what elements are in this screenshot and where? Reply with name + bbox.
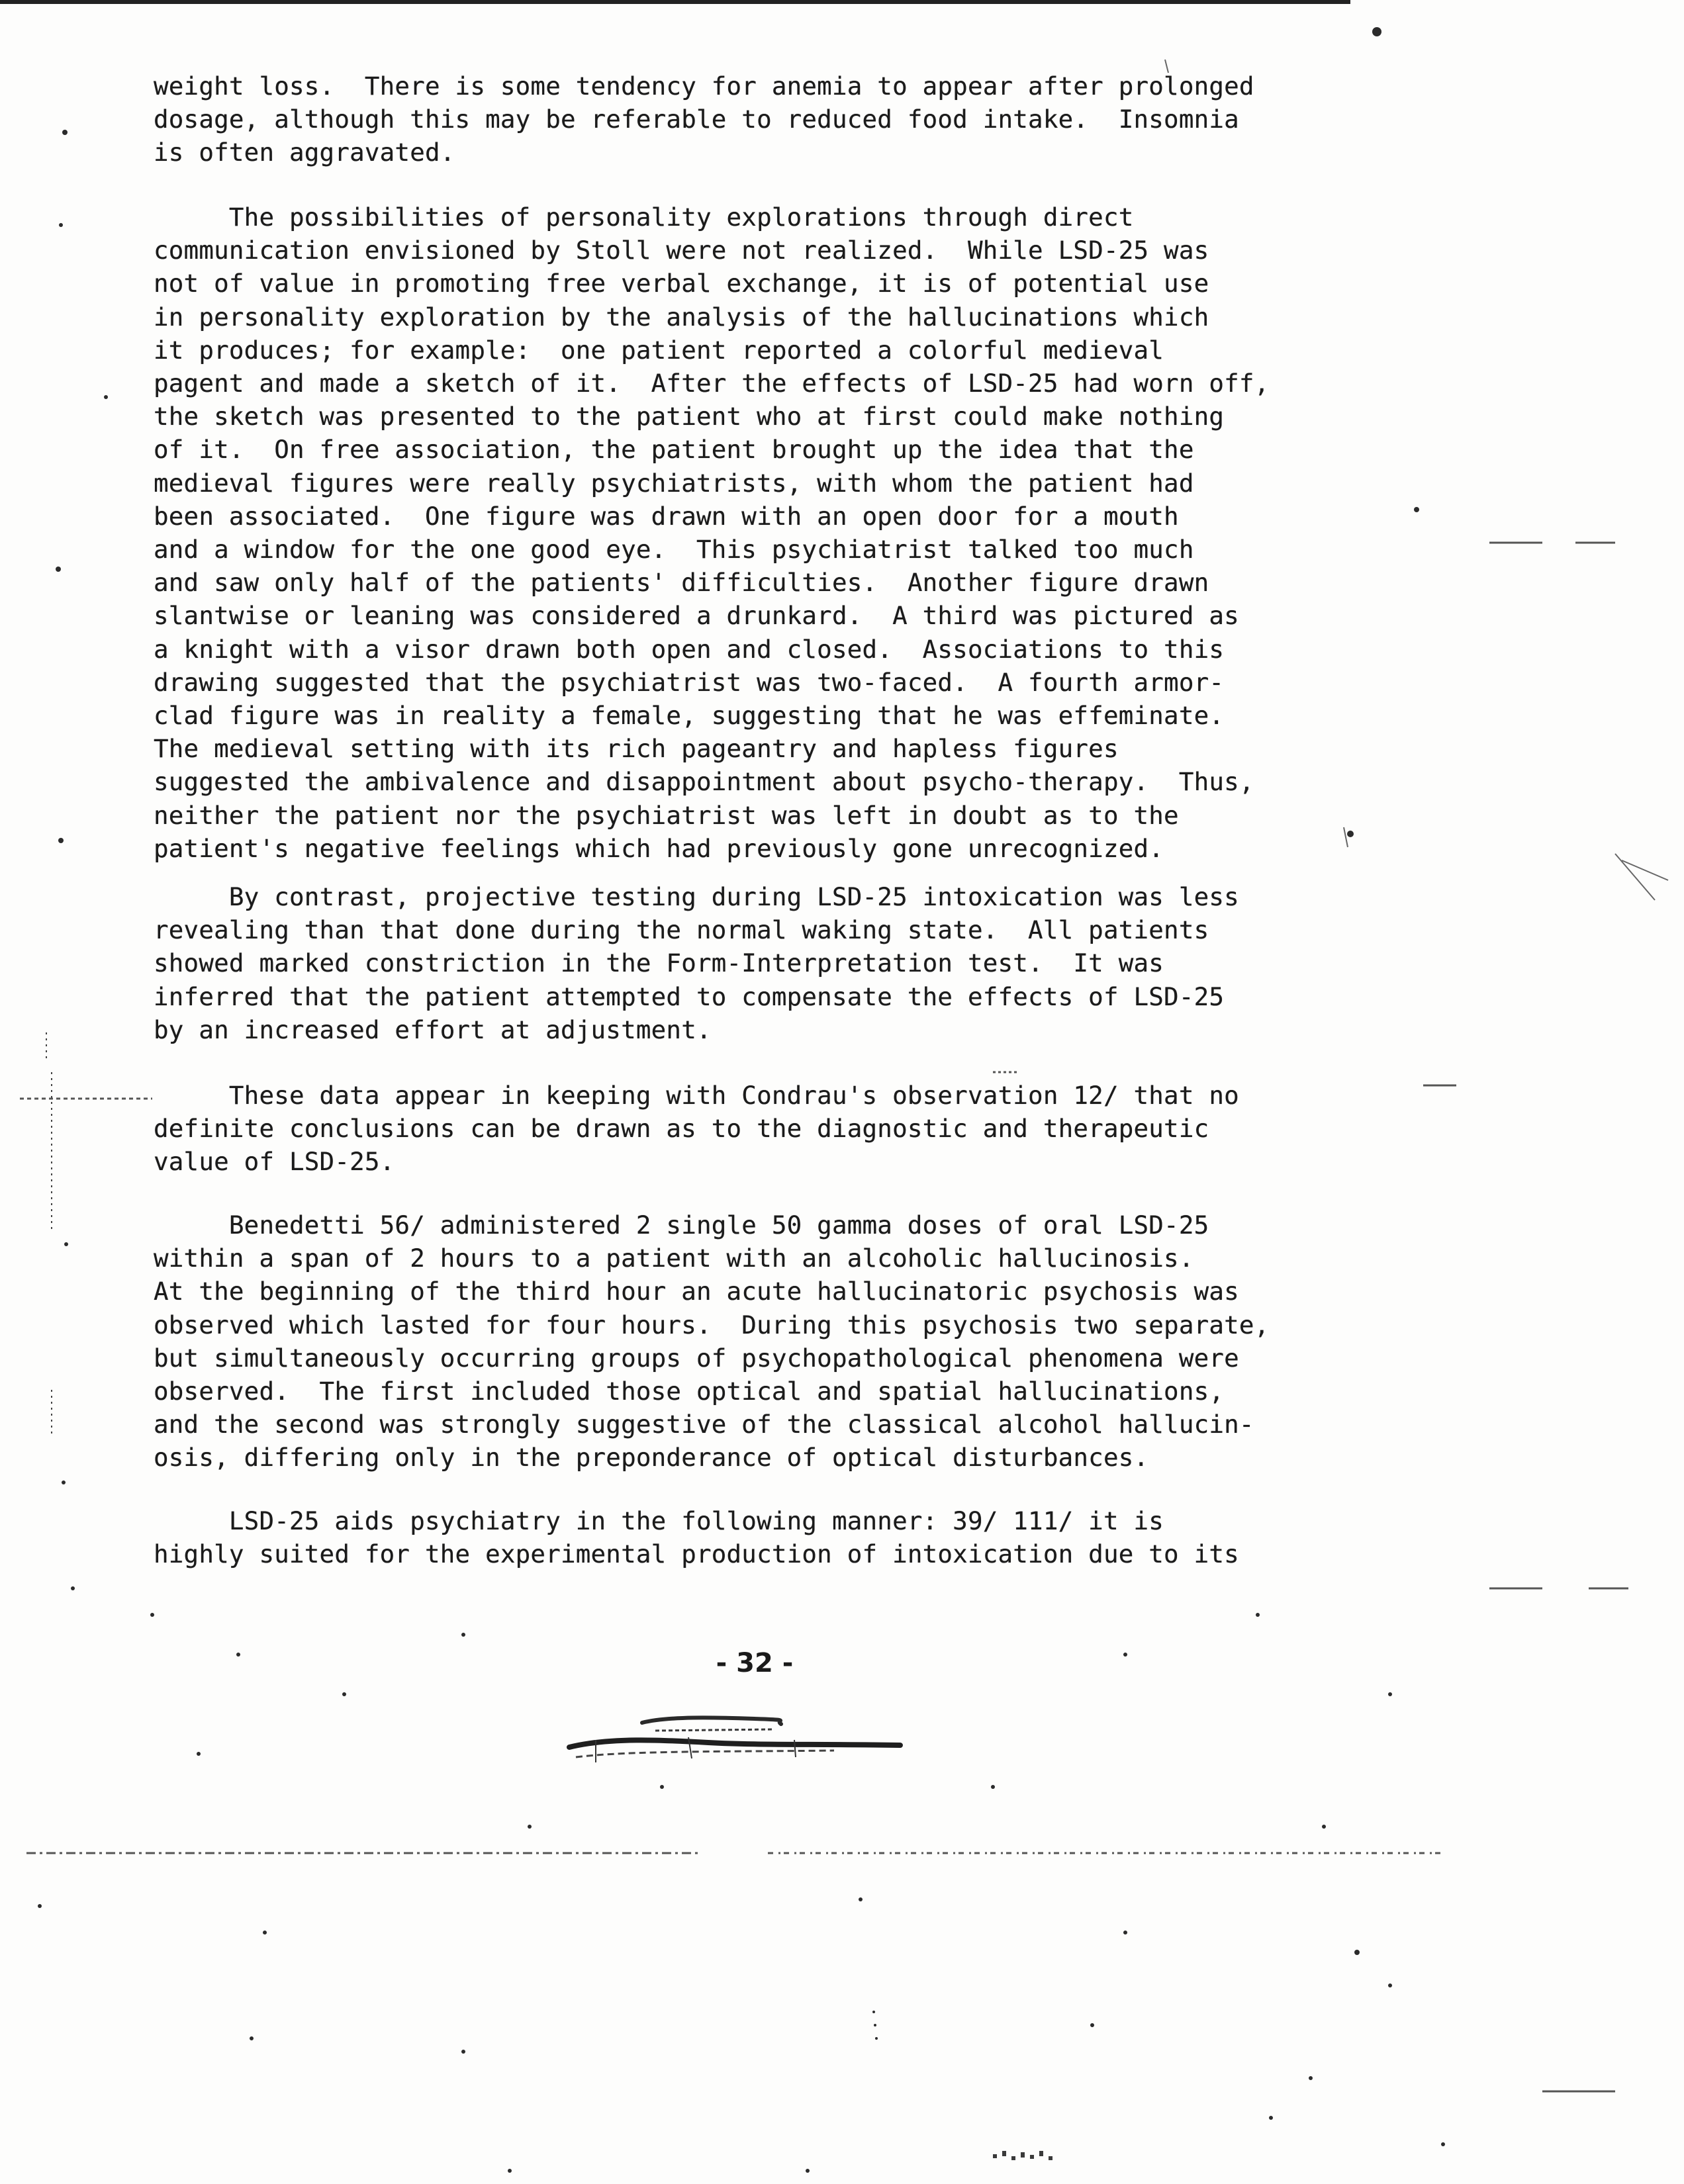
paragraph-aids-psychiatry: LSD-25 aids psychiatry in the following manner: 39/ 111/ it is highly suited for the experimental production of intoxication due to its	[154, 1506, 1239, 1569]
paragraph-personality-exploration: The possibilities of personality explorations through direct communication envisioned by Stoll were not realized. While LSD-25 was not of value in promoting free verbal exchange, it is of potential use in personality exploration by the analysis of the hallucinations which it produces; for example: one patient reported a colorful medieval pagent and made a sketch of it. After the effects of LSD-25 had worn off, the sketch was presented to the patient who at first could make nothing of it. On free association, the patient brought up the idea that the medieval figures were really psychiatrists, with whom the patient had been associated. One figure was drawn with an open door for a mouth and a window for the one good eye. This psychiatrist talked too much and saw only half of the patients' difficulties. Another figure drawn slantwise or leaning was considered a drunkard. A third was pictured as a knight with a visor drawn both open and closed. Associations to this drawing suggested that the psychiatrist was two-faced. A fourth armor- clad figure was in reality a female, suggesting that he was effeminate. The medieval setting with its rich pageantry and hapless figures suggested the ambivalence and disappointment about psycho-therapy. Thus, neither the patient nor the psychiatrist was left in doubt as to the patient's negative feelings which had previously gone unrecognized.	[154, 203, 1270, 863]
paragraph-benedetti: Benedetti 56/ administered 2 single 50 gamma doses of oral LSD-25 within a span of 2 hours to a patient with an alcoholic hallucinosis. At the beginning of the third hour an acute hallucinatoric psychosis was observed which lasted for four hours. During this psychosis two separate, but simultaneously occurring groups of psychopathological phenomena were observed. The first included those optical and spatial hallucinations, and the second was strongly suggestive of the classical alcohol hallucin- osis, differing only in the preponderance of optical disturbances.	[154, 1210, 1270, 1473]
page-number: - 32 -	[716, 1648, 794, 1678]
paragraph-weight-loss: weight loss. There is some tendency for anemia to appear after prolonged dosage, although this may be referable to reduced food intake. Insomnia is often aggravated.	[154, 71, 1254, 167]
redaction-stamp-mark	[556, 1711, 927, 1770]
top-edge-rule	[0, 0, 1350, 4]
paragraph-condrau-observation: These data appear in keeping with Condrau's observation 12/ that no definite conclusions can be drawn as to the diagnostic and therapeutic value of LSD-25.	[154, 1081, 1239, 1177]
paragraph-projective-testing: By contrast, projective testing during LSD-25 intoxication was less revealing than that done during the normal waking state. All patients showed marked constriction in the Form-Interpretation test. It was inferred that the patient attempted to compensate the effects of LSD-25 by an increased effort at adjustment.	[154, 882, 1239, 1044]
